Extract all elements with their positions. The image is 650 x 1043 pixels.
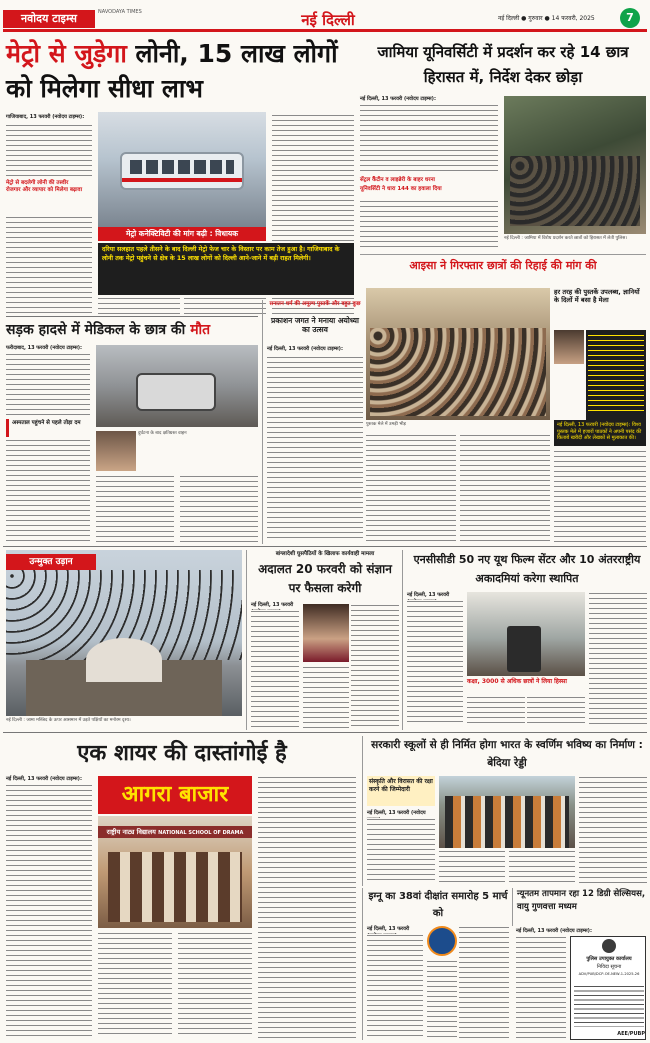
metro-photo: [98, 112, 266, 227]
ncc-photo: [467, 592, 585, 676]
poet-body-col1: [6, 784, 92, 1038]
jamia-story: [360, 34, 646, 284]
metro-body-col1: [6, 124, 92, 176]
court-story: [246, 550, 398, 730]
ncc-body-col2: [467, 696, 525, 726]
unmukt-sky: [6, 550, 242, 716]
jamia-body-col1: [360, 104, 498, 174]
jamia-bullet-1: सेंट्रल कैंटीन व लाइब्रेरी के बाहर धरना: [360, 177, 435, 183]
court-body-col2: [351, 604, 399, 728]
jamia-byline: नई दिल्ली, 13 फरवरी (नवोदय टाइम्स):: [360, 96, 436, 102]
sidebar-heading: हर तरह की पुस्तकें उपलब्ध, ज्ञानियों के दिलों में बसा है मेला: [554, 288, 640, 304]
brand-logo: नवोदय टाइम्स: [3, 10, 95, 28]
nsd-arches: [108, 852, 242, 922]
notice-body: [574, 985, 644, 1027]
accident-body-col3: [180, 475, 258, 543]
accident-story: [6, 316, 258, 544]
metro-story: [6, 34, 356, 316]
weather-story: [512, 888, 646, 926]
accident-body-col1: [6, 353, 90, 417]
ignou-body-col1: [367, 934, 423, 1038]
court-portrait: [303, 604, 349, 662]
schools-bullet: संस्कृति और विरासत की रक्षा करने की जिम्मेदारी: [367, 776, 435, 806]
aisa-headline: आइसा ने गिरफ्तार छात्रों की रिहाई की मांग की: [360, 254, 646, 276]
nsd-photo: [98, 816, 252, 928]
jamia-photo: [504, 96, 646, 234]
ncc-story: [402, 550, 646, 730]
poet-story: [6, 736, 358, 1040]
notice-title: पुलिस उपायुक्त कार्यालय: [586, 956, 632, 962]
metro-body-col3: [184, 297, 266, 315]
accident-bullet: अस्पताल पहुंचने से पहले तोड़ा दम: [6, 419, 90, 437]
schools-photo: [439, 776, 575, 848]
bookfair-photo: [366, 288, 550, 420]
metro-headline: [6, 36, 356, 108]
sidebar-quote-lines: [588, 334, 644, 414]
ncc-stat: कक्षा, 3000 से अधिक छात्रों ने लिया हिस्सा: [467, 678, 567, 685]
metro-body-col1b: [6, 216, 92, 314]
poet-body-col2: [98, 932, 172, 1038]
schools-people: [445, 796, 569, 848]
notice-emblem: [602, 939, 616, 953]
ayodhya-kicker: सनातन धर्म की अमूल्य पुस्तकें और बहुत कुछ: [269, 301, 361, 307]
metro-body-col2: [98, 297, 180, 315]
ayodhya-body: [267, 356, 363, 542]
page-number-badge: 7: [620, 8, 640, 28]
accident-headline-red: मौत: [190, 322, 211, 338]
jamia-bullets: [360, 176, 498, 198]
ncc-byline: नई दिल्ली, 13 फरवरी: [407, 592, 450, 598]
metro-bullets: [6, 178, 92, 214]
scholars-box: नई दिल्ली, 13 फरवरी (नवोदय टाइम्स): विश्व पुस्तक मेले में हजारों पाठकों ने अपनी पसंद की किताबें खरीदीं और लेखकों से मुलाकात की।: [554, 420, 646, 446]
accident-photo: [96, 345, 258, 427]
nsd-sign-hindi: राष्ट्रीय नाट्य विद्यालय: [106, 828, 156, 836]
notice-footer: AEE/PUBP: [617, 1031, 645, 1037]
metro-body-col4: [272, 114, 354, 242]
metro-headline-rest: लोनी, 15 लाख लोगों को मिलेगा सीधा लाभ: [6, 39, 338, 103]
ncc-body-col4: [589, 592, 647, 726]
jamia-body-col1b: [360, 200, 498, 250]
schools-body-col2: [439, 850, 505, 884]
ayodhya-byline: नई दिल्ली, 13 फरवरी (नवोदय टाइम्स):: [267, 346, 343, 352]
court-body-col1: [251, 610, 299, 728]
metro-summary: दरिया सलहात पहले तीसने के बाद दिल्‍ली मेट्रो फेज चार के विस्तार पर काम तेज हुआ है। गाजियाबाद के लोनी तक मेट्रो पहुंचने से क्षेत्र के 15 लाख लोगों को दिल्‍ली आने-जाने में बड़ी राहत मिलेगी।: [98, 243, 354, 295]
schools-body-col3: [509, 850, 575, 884]
schools-story: [362, 736, 646, 886]
ignou-logo: [427, 926, 457, 956]
ignou-story: [362, 888, 508, 1040]
poet-byline: नई दिल्ली, 13 फरवरी (नवोदय टाइम्स):: [6, 776, 82, 782]
court-byline: नई दिल्ली, 13 फरवरी: [251, 602, 294, 608]
bookfair-body-col2: [460, 434, 550, 542]
sidebar-portrait: [554, 330, 584, 364]
masthead: [0, 0, 650, 32]
poet-body-col3: [178, 932, 252, 1038]
schools-body-col1: [367, 818, 435, 884]
masthead-rule: [3, 29, 647, 32]
notice-subtitle: निविदा सूचना: [596, 964, 622, 970]
nsd-sign: [98, 826, 252, 838]
mosque-dome: [86, 638, 162, 682]
accident-victim-photo: [96, 431, 136, 471]
metro-train-windows: [130, 160, 234, 174]
weather-headline: न्यूनतम तापमान रहा 12 डिग्री सेल्सियस, वायु गुणवत्ता मध्यम: [517, 889, 646, 912]
unmukt-caption: नई दिल्ली : जामा मस्जिद के ऊपर आसमान में उड़ते पक्षियों का मनोरम दृश्य।: [6, 718, 242, 728]
ignou-headline: इग्नू का 38वां दीक्षांत समारोह 5 मार्च को: [368, 891, 508, 919]
metro-train-stripe: [122, 178, 242, 182]
date-line: नई दिल्ली ● गुरुवार ● 14 फरवरी, 2025: [498, 15, 595, 22]
poet-body-col4: [258, 776, 356, 1038]
city-label: नई दिल्ली: [301, 11, 355, 29]
jamia-crowd: [510, 156, 640, 226]
metro-byline: गाजियाबाद, 13 फरवरी (नवोदय टाइम्स):: [6, 114, 85, 120]
court-kicker: बांग्लादेशी घुसपैठियों के खिलाफ कार्यवाही मामला: [275, 551, 375, 557]
agra-banner: आगरा बाजार: [98, 776, 252, 814]
schools-headline: सरकारी स्कूलों से ही निर्मित होगा भारत के स्वर्णिम भविष्य का निर्माण : बेदिया रेड्डी: [371, 739, 643, 769]
bookfair-body-col1: [366, 434, 456, 542]
weather-byline: नई दिल्ली, 13 फरवरी (नवोदय टाइम्स):: [516, 928, 592, 934]
accident-body-col1b: [6, 439, 90, 543]
ncc-podium: [507, 626, 541, 672]
accident-vehicle: [136, 373, 216, 411]
ncc-body-col1: [407, 600, 463, 726]
weather-body: [516, 936, 566, 1040]
jamia-photo-caption: नई दिल्ली : जामिया में विरोध प्रदर्शन करते छात्रों को हिरासत में लेती पुलिस।: [504, 236, 628, 241]
metro-bullet-2: रोजगार और व्यापार को मिलेगा बढ़ावा: [6, 187, 83, 193]
jamia-headline: जामिया यूनिवर्सिटी में प्रदर्शन कर रहे 14 छात्र हिरासत में, निर्देश देकर छोड़ा: [377, 43, 629, 86]
poet-headline: एक शायर की दास्तांगोई है: [77, 741, 287, 766]
divider-mid: [3, 546, 647, 547]
accident-photo-caption: दुर्घटना के बाद क्षतिग्रस्त वाहन: [138, 431, 187, 436]
accident-headline-black: सड़क हादसे में मेडिकल के छात्र की: [6, 322, 186, 338]
ncc-headline: एनसीसीडी 50 नए यूथ फिल्म सेंटर और 10 अंतरराष्ट्रीय अकादमियां करेगा स्थापित: [413, 553, 641, 585]
metro-headline-red: मेट्रो से जुड़ेगा: [6, 39, 127, 68]
schools-byline: नई दिल्ली, 13 फरवरी (नवोदय: [367, 810, 426, 816]
nsd-sign-english: NATIONAL SCHOOL OF DRAMA: [158, 830, 244, 836]
metro-photo-strip: मेट्रो कनेक्टिविटी की मांग बढ़ी : विधायक: [98, 227, 266, 241]
unmukt-photo-block: [6, 550, 242, 728]
divider-lower: [3, 732, 647, 733]
tender-notice: [570, 936, 646, 1040]
ncc-body-col3: [527, 696, 585, 726]
unmukt-label: उन्मुक्त उड़ान: [6, 554, 96, 570]
brand-tagline: NAVODAYA TIMES: [98, 9, 142, 15]
ignou-byline: नई दिल्ली, 13 फरवरी: [367, 926, 410, 932]
accident-body-col2: [96, 475, 174, 543]
sidebar-quote: [554, 288, 646, 420]
metro-bullet-1: मेट्रो से बदलेगी लोनी की तस्वीर: [6, 180, 69, 186]
schools-body-col4: [579, 776, 647, 884]
court-body-col2b: [303, 666, 349, 728]
jamia-bullet-2: यूनिवर्सिटी ने धारा 144 का हवाला दिया: [360, 186, 442, 192]
bookfair-body-col3: [554, 450, 646, 542]
bookfair-crowd: [370, 328, 546, 416]
notice-code: ADV/PUB/DCP-OE-NEW-1-2025-26: [578, 972, 640, 976]
ayodhya-story: [262, 300, 362, 544]
accident-byline: फरीदाबाद, 13 फरवरी (नवोदय टाइम्स):: [6, 345, 83, 351]
accident-headline: [6, 319, 258, 341]
ignou-body-col1b: [427, 960, 457, 1038]
ayodhya-headline: प्रकाशन जगत ने मनाया अयोध्या का उत्सव: [271, 316, 359, 334]
ignou-body-col2: [459, 926, 509, 1038]
bookfair-caption: पुस्तक मेले में उमड़ी भीड़: [366, 422, 406, 427]
court-headline: अदालत 20 फरवरी को संज्ञान पर फैसला करेगी: [258, 562, 392, 595]
